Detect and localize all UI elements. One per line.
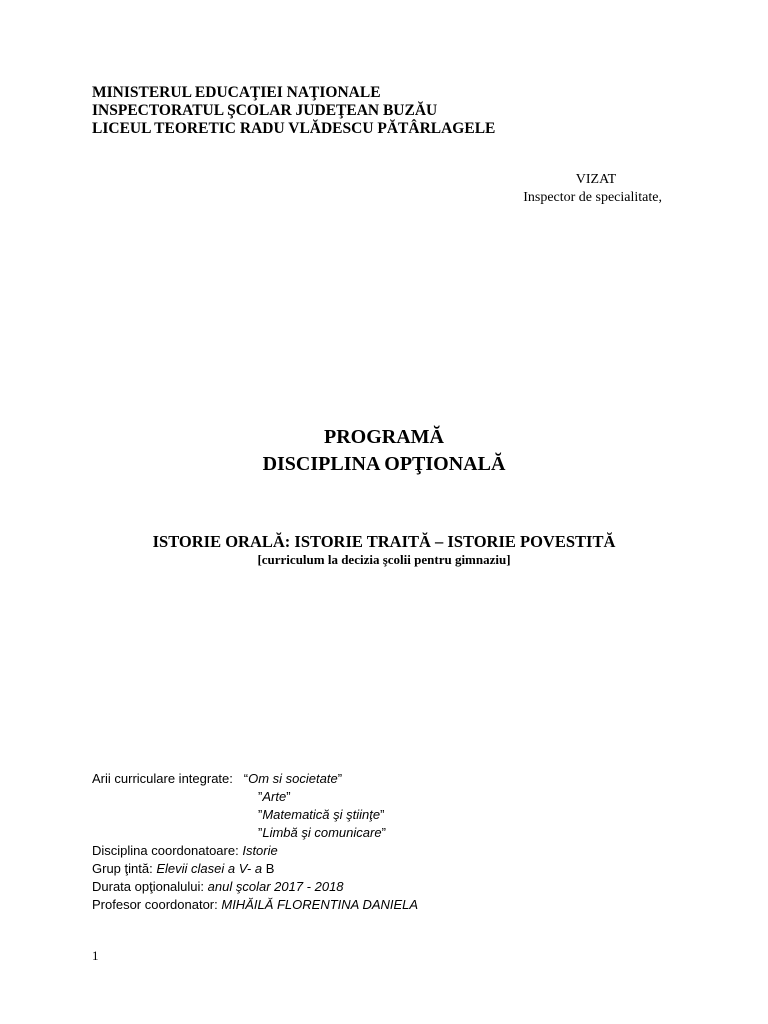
coordinating-discipline-row: [92, 842, 712, 860]
program-title-line1: PROGRAMĂ: [324, 426, 444, 448]
coordinating-discipline-value: Istorie: [242, 843, 278, 858]
areas-row-3: ”Limbă şi comunicare”: [258, 825, 386, 840]
program-title-line2: DISCIPLINA OPŢIONALĂ: [262, 453, 506, 475]
area-item: Limbă şi comunicare: [262, 825, 382, 840]
program-title: [0, 424, 768, 478]
area-item: Arte: [262, 789, 287, 804]
duration-label: Durata opţionalului:: [92, 879, 205, 894]
coordinating-discipline-label: Disciplina coordonatoare:: [92, 843, 239, 858]
teacher-value: MIHĂILĂ FLORENTINA DANIELA: [221, 897, 419, 912]
area-item: Om si societate: [248, 771, 338, 786]
areas-row-2: ”Matematică şi ştiinţe”: [258, 807, 385, 822]
subject-subtitle: [curriculum la decizia şcolii pentru gimnaziu]: [257, 552, 511, 567]
areas-row-1: ”Arte”: [258, 789, 291, 804]
target-group-label: Grup ţintă:: [92, 861, 153, 876]
areas-label: Arii curriculare integrate:: [92, 771, 233, 786]
target-group-suffix: B: [265, 861, 275, 876]
approval-block: [440, 171, 662, 207]
inspectorate-line: INSPECTORATUL ŞCOLAR JUDEŢEAN BUZĂU: [92, 102, 438, 119]
area-item: Matematică şi ştiinţe: [262, 807, 381, 822]
approval-subtitle: Inspector de specialitate,: [523, 190, 662, 205]
target-group-value: Elevii clasei a V- a: [156, 861, 263, 876]
approval-title: VIZAT: [575, 172, 617, 187]
institution-header: [92, 84, 495, 138]
page-number: 1: [92, 948, 99, 963]
duration-row: [92, 878, 712, 896]
course-details: [92, 770, 712, 914]
ministry-line: MINISTERUL EDUCAŢIEI NAŢIONALE: [92, 84, 381, 101]
school-line: LICEUL TEORETIC RADU VLĂDESCU PĂTÂRLAGELE: [92, 120, 496, 137]
target-group-row: [92, 860, 712, 878]
subject-title: ISTORIE ORALĂ: ISTORIE TRAITĂ – ISTORIE POVESTITĂ: [152, 532, 616, 551]
teacher-row: [92, 896, 712, 914]
areas-row-0: Arii curriculare integrate: “Om si societate”: [92, 771, 343, 786]
duration-value: anul şcolar 2017 - 2018: [207, 879, 344, 894]
teacher-label: Profesor coordonator:: [92, 897, 218, 912]
